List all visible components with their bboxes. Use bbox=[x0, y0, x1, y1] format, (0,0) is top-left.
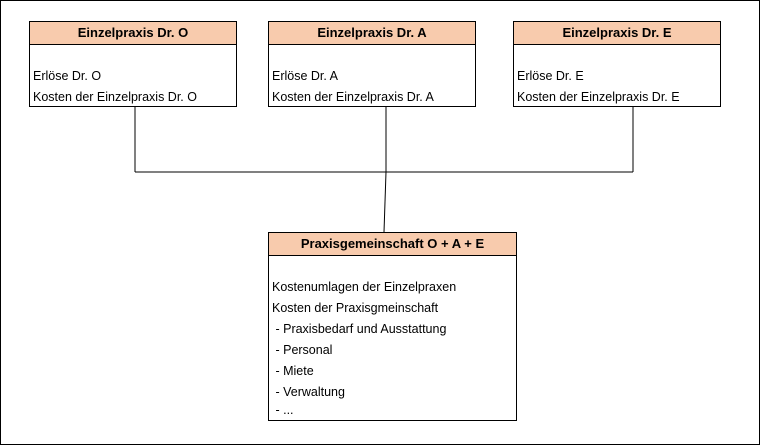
box-title: Praxisgemeinschaft O + A + E bbox=[269, 233, 516, 256]
box-praxisgemeinschaft bbox=[268, 232, 517, 421]
box-line: - Praxisbedarf und Ausstattung bbox=[272, 322, 447, 336]
box-body bbox=[30, 45, 236, 108]
box-line: - Miete bbox=[272, 364, 314, 378]
box-line: Kosten der Praxisgmeinschaft bbox=[272, 301, 439, 315]
box-title: Einzelpraxis Dr. O bbox=[30, 22, 236, 45]
box-title: Einzelpraxis Dr. E bbox=[514, 22, 720, 45]
box-line: Kosten der Einzelpraxis Dr. E bbox=[517, 90, 680, 104]
box-line: Kosten der Einzelpraxis Dr. A bbox=[272, 90, 434, 104]
box-line: Erlöse Dr. E bbox=[517, 69, 584, 83]
box-einzelpraxis-a bbox=[268, 21, 476, 107]
box-title: Einzelpraxis Dr. A bbox=[269, 22, 475, 45]
box-line: Kosten der Einzelpraxis Dr. O bbox=[33, 90, 197, 104]
box-line: Erlöse Dr. A bbox=[272, 69, 338, 83]
box-einzelpraxis-o bbox=[29, 21, 237, 107]
box-line: Erlöse Dr. O bbox=[33, 69, 102, 83]
box-line: - ... bbox=[272, 403, 294, 417]
connector-to-joint bbox=[384, 172, 386, 232]
box-line: - Verwaltung bbox=[272, 385, 345, 399]
box-einzelpraxis-e bbox=[513, 21, 721, 107]
box-body bbox=[269, 45, 475, 108]
box-body bbox=[269, 256, 516, 417]
box-line: - Personal bbox=[272, 343, 333, 357]
box-body bbox=[514, 45, 720, 108]
box-line: Kostenumlagen der Einzelpraxen bbox=[272, 280, 457, 294]
